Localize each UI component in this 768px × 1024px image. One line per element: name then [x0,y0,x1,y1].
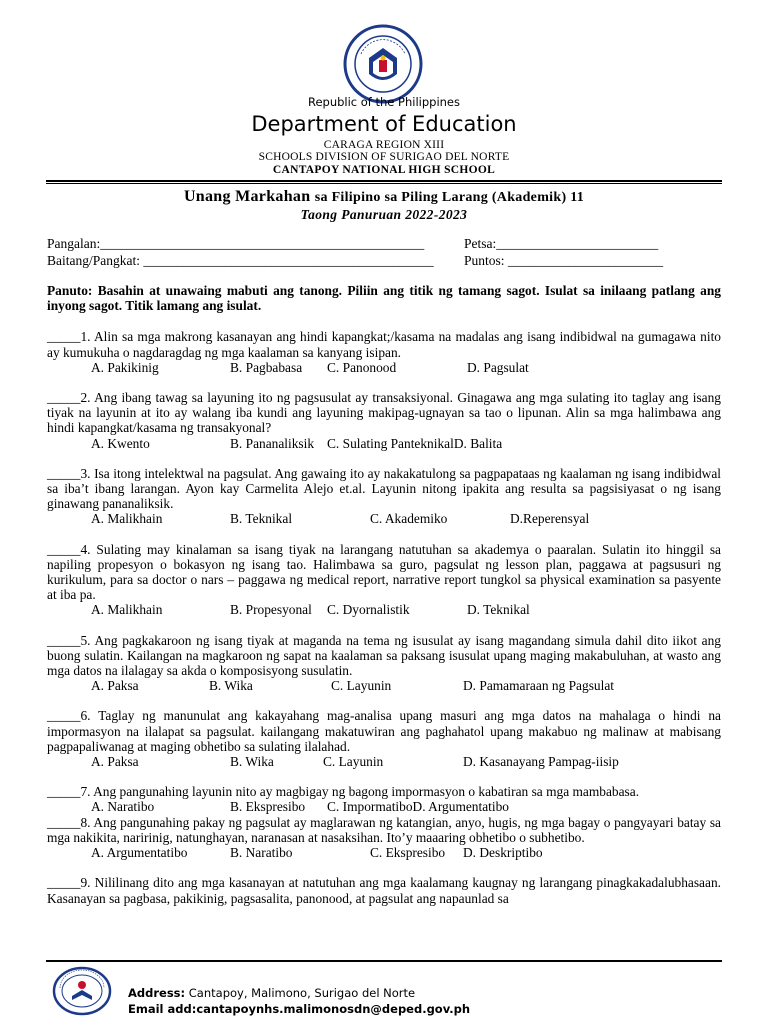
footer-address-line [128,985,470,1001]
date-field[interactable]: Petsa:________________________ [464,236,659,251]
answer-option[interactable]: C. Dyornalistik [327,602,410,618]
region-heading: CARAGA REGION XIII [323,139,445,151]
answer-options [91,360,721,375]
question-text: _____1. Alin sa mga makrong kasanayan ang hindi kapangkat;/kasama na madalas ang isang indibidwal na gumagawa nito ay kumukuha o nagdaragdag ng mga kaalaman sa kanyang isipan. [47,329,721,360]
question-item [47,466,721,542]
school-logo [52,966,112,1016]
division-heading: SCHOOLS DIVISION OF SURIGAO DEL NORTE [258,151,510,163]
answer-option[interactable]: A. Argumentatibo [91,845,188,861]
answer-option[interactable]: A. Paksa [91,754,139,770]
answer-option[interactable]: D. Argumentatibo [412,799,510,815]
deped-seal-logo [343,24,423,104]
answer-option[interactable]: A. Paksa [91,678,139,694]
answer-option[interactable]: D.Reperensyal [510,511,590,527]
spacer [47,527,721,542]
question-text: _____2. Ang ibang tawag sa layuning ito ng pagsusulat ay transaksiyonal. Ginagawa ang mga sulating ito taglay ang isang tiyak na layunin at ito ay walang iba kundi ang layuning makipag-ugnayan sa tao o lipunan. Alin sa mga halimbawa ang hindi kapangkat/kasama ng transakyonal? [47,390,721,436]
answer-option[interactable]: C. Akademiko [370,511,448,527]
question-item [47,390,721,466]
question-text: _____7. Ang pangunahing layunin nito ay magbigay ng bagong impormasyon o kabatiran sa mga mambabasa. [47,784,640,800]
answer-option[interactable]: B. Propesyonal [230,602,312,618]
question-item [47,708,721,784]
exam-title [0,188,768,206]
answer-options [91,602,721,617]
answer-option[interactable]: A. Naratibo [91,799,155,815]
header-divider [46,180,722,182]
question-item [47,329,721,390]
question-item [47,875,721,905]
question-text: _____8. Ang pangunahing pakay ng pagsulat ay maglarawan ng katangian, anyo, hugis, ng mga bagay o pangyayari batay sa mga nakikita, naririnig, natunghayan, naranasan at nasaksihan. Ito’y maaaring obhetibo o subhetibo. [47,814,721,845]
spacer [47,451,721,466]
spacer [47,375,721,390]
answer-option[interactable]: B. Wika [230,754,274,770]
address-label: Address: [128,986,186,1000]
email-label: Email add: [128,1002,197,1016]
answer-option[interactable]: D. Deskriptibo [463,845,543,861]
question-item [47,815,721,876]
address-text: Cantapoy, Malimono, Surigao del Norte [188,986,416,1000]
footer-contact [128,985,470,1017]
answer-option[interactable]: A. Malikhain [91,602,163,618]
instructions: Panuto: Basahin at unawaing mabuti ang tanong. Piliin ang titik ng tamang sagot. Isulat sa inilaang patlang ang inyong sagot. Titik lamang ang isulat. [47,283,721,314]
answer-option[interactable]: B. Wika [209,678,253,694]
answer-option[interactable]: B. Ekspresibo [230,799,306,815]
answer-option[interactable]: D. Pagsulat [467,359,529,375]
school-year: Taong Panuruan 2022-2023 [300,207,468,222]
question-item [47,633,721,709]
exam-title-subject: sa Filipino sa Piling Larang (Akademik) 11 [314,190,585,205]
answer-option[interactable]: C. Layunin [323,754,384,770]
answer-option[interactable]: A. Malikhain [91,511,163,527]
question-item [47,542,721,633]
question-text: _____5. Ang pagkakaroon ng isang tiyak at maganda na tema ng isusulat ay isang magandang simula dahil dito iikot ang buong sulatin. Kailangan na magkaroon ng sapat na kaalaman sa paksang isusulat upang maging makabuluhan, at wasto ang mga datos na ilalagay sa akda o komposisyong susulatin. [47,632,721,679]
answer-option[interactable]: D. Pamamaraan ng Pagsulat [463,678,614,694]
answer-option[interactable]: B. Naratibo [230,845,293,861]
spacer [47,693,721,708]
question-text: _____3. Isa itong intelektwal na pagsulat. Ang gawaing ito ay nakakatulong sa pagpapataas ng kaalaman ng isang indibidwal sa iba’t ibang larangan. Ayon kay Carmelita Alejo et.al. Layunin nitong ipakita ang resulta sa pagsisiyasat o ng isang ginawang pananaliksik. [47,465,721,512]
question-text: _____9. Nililinang dito ang mga kasanayan at natutuhan ang mga kaalamang kaugnay ng larangang pinagkakadalubhasaan. Kasanayan sa pagbasa, pakikinig, pagsasalita, panonood, at pagsulat ang napaunlad sa [47,875,721,906]
answer-option[interactable]: C. Impormatibo [327,799,413,815]
answer-option[interactable]: C. Ekspresibo [370,845,446,861]
answer-option[interactable]: B. Teknikal [230,511,293,527]
exam-body [47,283,721,906]
footer-email-line [128,1001,470,1017]
answer-options [91,678,721,693]
header-divider-thin [46,183,722,184]
spacer [47,769,721,784]
grade-section-field[interactable]: Baitang/Pangkat: ___________________________________________ [47,253,434,268]
answer-options [91,799,721,814]
answer-option[interactable]: C. Layunin [331,678,392,694]
answer-options [91,845,721,860]
exam-title-main: Unang Markahan [183,188,311,205]
question-text: _____4. Sulating may kinalaman sa isang tiyak na larangang natutuhan sa akademya o paaralan. Sulatin ito hinggil sa napiling propesyon o bokasyon ng isang tao. Halimbawa sa guro, pagsulat ng lesson plan, paggawa at pagsusuri ng kurikulum, para sa doctor o nars – paggawa ng medical report, narrative report tungkol sa physical examination sa pasyente at iba pa. [47,541,721,603]
answer-options [91,754,721,769]
department-heading: Department of Education [251,112,517,136]
answer-option[interactable]: D. Balita [453,435,503,451]
answer-option[interactable]: C. Sulating Panteknikal [327,435,454,451]
question-text: _____6. Taglay ng manunulat ang kakayahang mag-analisa upang masuri ang mga datos na mahalaga o hindi na impormasyon na ilalapat sa pagsulat. kailangang makatuwiran ang paghahatol upang makabuo ng malinaw at mabisang pagpapaliwanag at maging obhetibo sa sulating ilalahad. [47,708,721,754]
spacer [47,860,721,875]
score-field[interactable]: Puntos: _______________________ [464,253,664,268]
question-item [47,784,721,814]
answer-option[interactable]: A. Pakikinig [91,359,159,375]
answer-option[interactable]: B. Pananaliksik [230,435,315,451]
answer-options [91,436,721,451]
answer-option[interactable]: D. Kasanayang Pampag-iisip [463,754,619,770]
answer-option[interactable]: B. Pagbabasa [230,359,303,375]
email-text: cantapoynhs.malimonosdn@deped.gov.ph [196,1002,471,1016]
answer-option[interactable]: D. Teknikal [467,602,530,618]
school-heading: CANTAPOY NATIONAL HIGH SCHOOL [272,164,496,176]
footer-divider [46,960,722,962]
answer-option[interactable]: C. Panonood [327,359,397,375]
question-list [47,329,721,905]
republic-heading: Republic of the Philippines [307,95,461,109]
spacer [47,618,721,633]
answer-options [91,511,721,526]
name-field[interactable]: Pangalan:________________________________________________ [47,236,425,251]
answer-option[interactable]: A. Kwento [91,435,150,451]
